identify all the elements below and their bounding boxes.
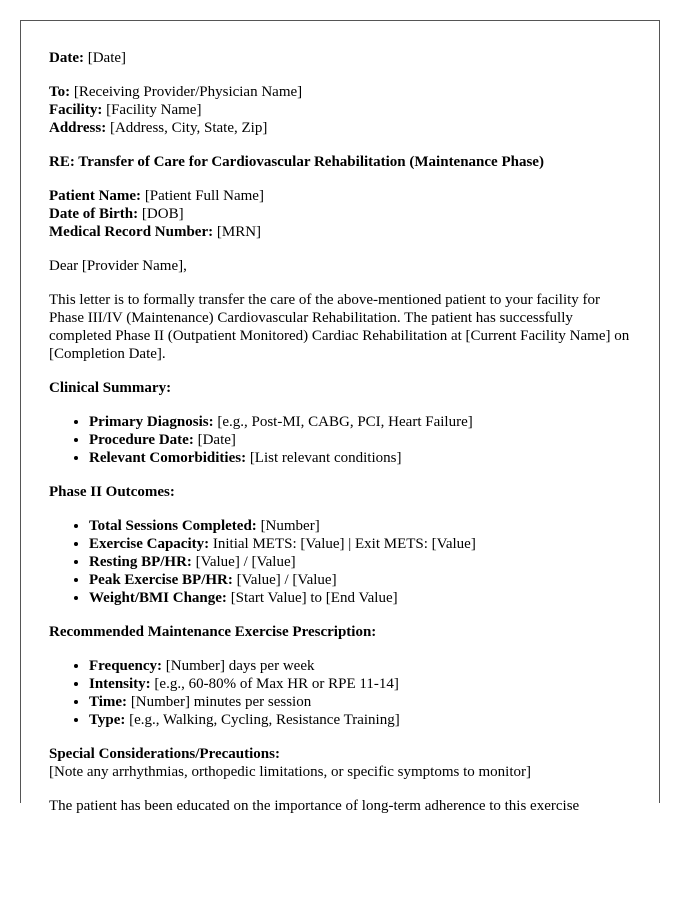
precautions-title: Special Considerations/Precautions:	[49, 746, 280, 762]
item-value: Initial METS: [Value] | Exit METS: [Value]	[212, 536, 476, 552]
prescription-title: Recommended Maintenance Exercise Prescription:	[49, 624, 377, 640]
dob-value: [DOB]	[141, 206, 184, 222]
dob-label: Date of Birth:	[49, 206, 139, 222]
date-label: Date:	[49, 50, 84, 66]
outcomes-title: Phase II Outcomes:	[49, 484, 175, 500]
intro-paragraph: This letter is to formally transfer the care of the above-mentioned patient to your facility for Phase III/IV (Maintenance) Cardiovascular Rehabilitation. The patient has successfully completed Phase II (Outpatient Monitored) Cardiac Rehabilitation at [Current Facility Name] on [Completion Date].	[49, 292, 630, 362]
address-line	[49, 119, 631, 137]
item-value: [e.g., Post-MI, CABG, PCI, Heart Failure]	[217, 414, 473, 430]
item-value: [Value] / [Value]	[236, 572, 337, 588]
item-label: Resting BP/HR:	[89, 554, 192, 570]
item-value: [e.g., 60-80% of Max HR or RPE 11-14]	[154, 676, 399, 692]
letter-page	[20, 20, 660, 814]
list-item	[89, 449, 631, 467]
date-line	[49, 49, 631, 67]
list-item	[89, 553, 631, 571]
patient-name-label: Patient Name:	[49, 188, 142, 204]
item-label: Total Sessions Completed:	[89, 518, 257, 534]
list-item	[89, 711, 631, 729]
item-label: Exercise Capacity:	[89, 536, 210, 552]
list-item	[89, 675, 631, 693]
address-label: Address:	[49, 120, 107, 136]
to-value: [Receiving Provider/Physician Name]	[73, 84, 303, 100]
item-value: [Number] days per week	[165, 658, 315, 674]
salutation: Dear [Provider Name],	[49, 258, 187, 274]
prescription-list	[49, 657, 631, 729]
item-value: [Start Value] to [End Value]	[230, 590, 398, 606]
clinical-summary-list	[49, 413, 631, 467]
item-value: [Value] / [Value]	[195, 554, 296, 570]
list-item	[89, 431, 631, 449]
item-label: Procedure Date:	[89, 432, 194, 448]
outcomes-list	[49, 517, 631, 607]
address-value: [Address, City, State, Zip]	[109, 120, 268, 136]
subject-line: RE: Transfer of Care for Cardiovascular Rehabilitation (Maintenance Phase)	[49, 154, 544, 170]
list-item	[89, 413, 631, 431]
list-item	[89, 535, 631, 553]
facility-label: Facility:	[49, 102, 103, 118]
list-item	[89, 693, 631, 711]
item-label: Peak Exercise BP/HR:	[89, 572, 233, 588]
item-label: Intensity:	[89, 676, 151, 692]
list-item	[89, 517, 631, 535]
patient-name-line	[49, 187, 631, 205]
patient-name-value: [Patient Full Name]	[144, 188, 264, 204]
item-label: Primary Diagnosis:	[89, 414, 214, 430]
closing-paragraph: The patient has been educated on the importance of long-term adherence to this exercise	[49, 798, 580, 814]
facility-line	[49, 101, 631, 119]
list-item	[89, 571, 631, 589]
to-line	[49, 83, 631, 101]
item-label: Frequency:	[89, 658, 163, 674]
item-label: Time:	[89, 694, 128, 710]
mrn-value: [MRN]	[216, 224, 262, 240]
item-value: [Number] minutes per session	[130, 694, 312, 710]
item-label: Relevant Comorbidities:	[89, 450, 247, 466]
mrn-label: Medical Record Number:	[49, 224, 214, 240]
clinical-summary-title: Clinical Summary:	[49, 380, 172, 396]
item-value: [List relevant conditions]	[249, 450, 402, 466]
item-label: Type:	[89, 712, 126, 728]
list-item	[89, 657, 631, 675]
item-label: Weight/BMI Change:	[89, 590, 227, 606]
facility-value: [Facility Name]	[106, 102, 202, 118]
mrn-line	[49, 223, 631, 241]
item-value: [e.g., Walking, Cycling, Resistance Training]	[129, 712, 400, 728]
item-value: [Number]	[260, 518, 320, 534]
list-item	[89, 589, 631, 607]
date-value: [Date]	[87, 50, 127, 66]
precautions-text: [Note any arrhythmias, orthopedic limitations, or specific symptoms to monitor]	[49, 764, 531, 780]
to-label: To:	[49, 84, 71, 100]
dob-line	[49, 205, 631, 223]
item-value: [Date]	[197, 432, 236, 448]
